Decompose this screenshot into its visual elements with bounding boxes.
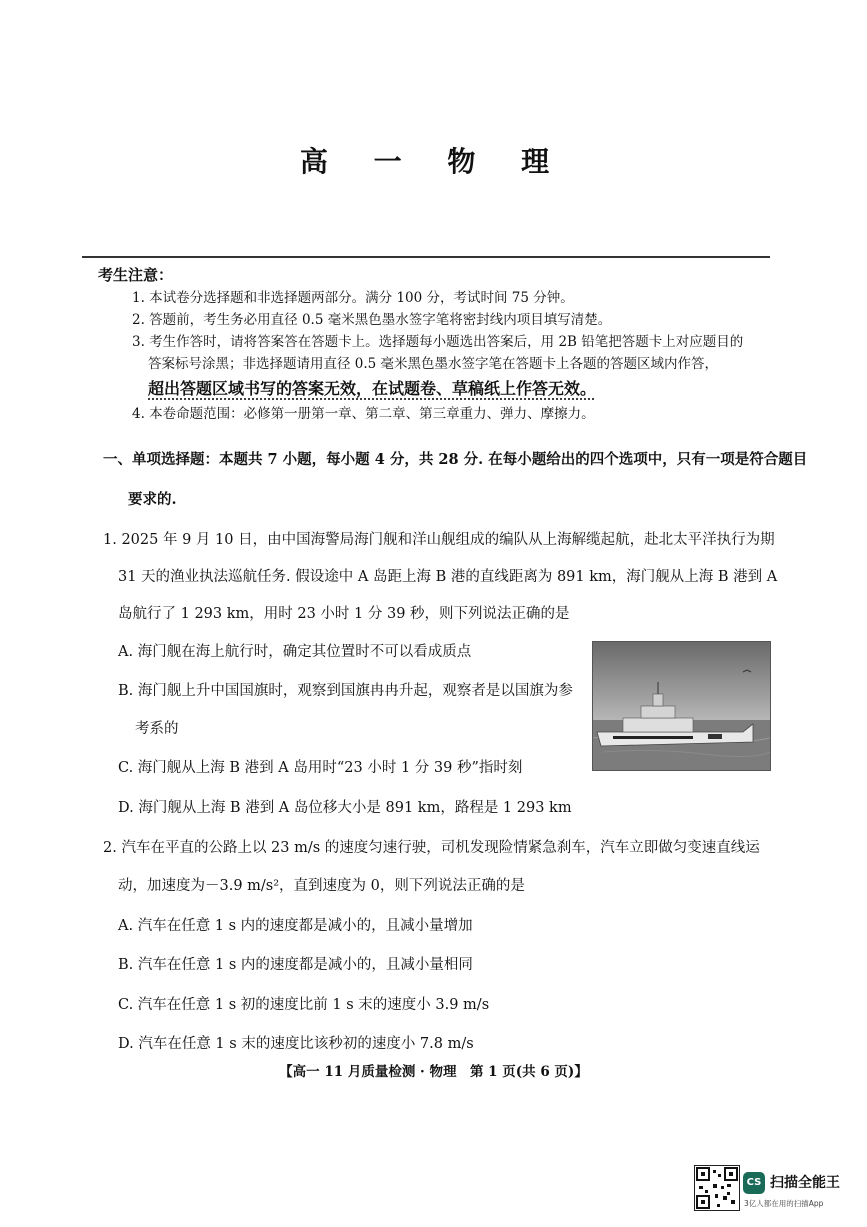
q1-stem-2: 31 天的渔业执法巡航任务. 假设途中 A 岛距上海 B 港的直线距离为 891 km，海门舰从上海 B 港到 A bbox=[118, 569, 778, 585]
page-footer: 【高一 11 月质量检测 · 物理 第 1 页(共 6 页)】 bbox=[279, 1064, 588, 1080]
ship-illustration bbox=[593, 642, 770, 770]
notice-warning: 超出答题区域书写的答案无效，在试题卷、草稿纸上作答无效。 bbox=[148, 379, 597, 398]
qr-code-icon bbox=[694, 1165, 740, 1211]
q1-stem-1: 1. 2025 年 9 月 10 日，由中国海警局海门舰和洋山舰组成的编队从上海解缆起航，赴北太平洋执行为期 bbox=[103, 532, 775, 548]
q2-option-c: C. 汽车在任意 1 s 初的速度比前 1 s 末的速度小 3.9 m/s bbox=[118, 997, 490, 1013]
notice-item-2: 2. 答题前，考生务必用直径 0.5 毫米黑色墨水签字笔将密封线内项目填写清楚。 bbox=[132, 312, 612, 328]
brand-tagline: 3亿人都在用的扫描App bbox=[744, 1199, 824, 1208]
camscanner-logo-icon: CS bbox=[743, 1172, 765, 1194]
q1-option-b: B. 海门舰上升中国国旗时，观察到国旗冉冉升起，观察者是以国旗为参 bbox=[118, 683, 573, 699]
notice-item-3-cont: 答案标号涂黑；非选择题请用直径 0.5 毫米黑色墨水签字笔在答题卡上各题的答题区域内作答， bbox=[148, 356, 719, 372]
header-divider bbox=[82, 256, 770, 258]
page-title: 高 一 物 理 bbox=[299, 145, 568, 178]
ship-photo bbox=[592, 641, 771, 771]
notice-heading: 考生注意： bbox=[98, 266, 174, 284]
notice-item-4: 4. 本卷命题范围：必修第一册第一章、第二章、第三章重力、弹力、摩擦力。 bbox=[132, 406, 595, 422]
q2-option-a: A. 汽车在任意 1 s 内的速度都是减小的，且减小量增加 bbox=[118, 918, 473, 934]
q2-stem-1: 2. 汽车在平直的公路上以 23 m/s 的速度匀速行驶，司机发现险情紧急刹车，汽车立即做匀变速直线运 bbox=[103, 840, 760, 856]
section-heading: 一、单项选择题：本题共 7 小题，每小题 4 分，共 28 分. 在每小题给出的四个选项中，只有一项是符合题目 bbox=[103, 451, 808, 468]
section-heading-cont: 要求的. bbox=[128, 491, 177, 508]
q2-option-b: B. 汽车在任意 1 s 内的速度都是减小的，且减小量相同 bbox=[118, 957, 473, 973]
q1-option-b-cont: 考系的 bbox=[135, 721, 179, 737]
q1-option-c: C. 海门舰从上海 B 港到 A 岛用时“23 小时 1 分 39 秒”指时刻 bbox=[118, 760, 523, 776]
brand-name: 扫描全能王 bbox=[770, 1175, 840, 1191]
q2-option-d: D. 汽车在任意 1 s 末的速度比该秒初的速度小 7.8 m/s bbox=[118, 1036, 474, 1052]
q1-stem-3: 岛航行了 1 293 km，用时 23 小时 1 分 39 秒，则下列说法正确的是 bbox=[118, 606, 570, 622]
q2-stem-2: 动，加速度为－3.9 m/s²，直到速度为 0，则下列说法正确的是 bbox=[118, 878, 525, 894]
q1-option-d: D. 海门舰从上海 B 港到 A 岛位移大小是 891 km，路程是 1 293 km bbox=[118, 800, 572, 816]
notice-item-3: 3. 考生作答时，请将答案答在答题卡上。选择题每小题选出答案后，用 2B 铅笔把答题卡上对应题目的 bbox=[132, 334, 744, 350]
q1-option-a: A. 海门舰在海上航行时，确定其位置时不可以看成质点 bbox=[118, 644, 472, 660]
notice-item-1: 1. 本试卷分选择题和非选择题两部分。满分 100 分，考试时间 75 分钟。 bbox=[132, 290, 574, 306]
